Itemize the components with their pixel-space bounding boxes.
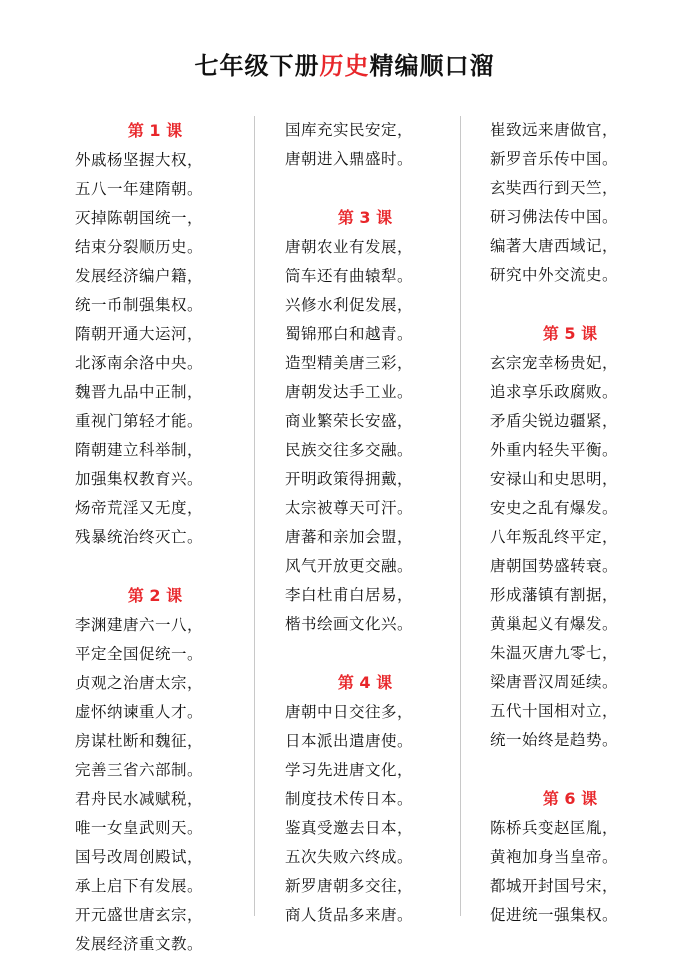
column-2	[285, 116, 445, 930]
column-1	[75, 116, 235, 959]
block-gap	[490, 755, 650, 784]
rhyme-line: 发展经济编户籍，	[75, 267, 204, 285]
rhyme-line: 残暴统治终灭亡。	[75, 528, 204, 546]
rhyme-line: 鉴真受邀去日本，	[285, 819, 414, 837]
rhyme-line: 李渊建唐六一八，	[75, 616, 204, 634]
rhyme-line: 陈桥兵变赵匡胤，	[490, 819, 619, 837]
rhyme-line: 都城开封国号宋，	[490, 877, 619, 895]
rhyme-line: 国号改周创殿试，	[75, 848, 204, 866]
rhyme-line: 唐朝发达手工业。	[285, 383, 414, 401]
rhyme-line: 隋朝建立科举制，	[75, 441, 204, 459]
rhyme-line: 灭掉陈朝国统一，	[75, 209, 204, 227]
rhyme-line: 北涿南余洛中央。	[75, 354, 204, 372]
lesson-heading: 第 3 课	[337, 208, 393, 227]
rhyme-line: 新罗音乐传中国。	[490, 150, 619, 168]
rhyme-line: 五次失败六终成。	[285, 848, 414, 866]
rhyme-line: 发展经济重文教。	[75, 935, 204, 953]
block-gap	[75, 552, 235, 581]
rhyme-line: 唐朝进入鼎盛时。	[285, 150, 414, 168]
rhyme-line: 安禄山和史思明，	[490, 470, 619, 488]
rhyme-line: 玄宗宠幸杨贵妃，	[490, 354, 619, 372]
rhyme-line: 楷书绘画文化兴。	[285, 615, 414, 633]
rhyme-line: 开元盛世唐玄宗，	[75, 906, 204, 924]
rhyme-line: 贞观之治唐太宗，	[75, 674, 204, 692]
rhyme-line: 安史之乱有爆发。	[490, 499, 619, 517]
column-divider	[254, 116, 255, 916]
rhyme-line: 造型精美唐三彩，	[285, 354, 414, 372]
rhyme-line: 外戚杨坚握大权，	[75, 151, 204, 169]
rhyme-line: 玄奘西行到天竺，	[490, 179, 619, 197]
block-gap	[285, 174, 445, 203]
rhyme-line: 统一币制强集权。	[75, 296, 204, 314]
rhyme-line: 房谋杜断和魏征，	[75, 732, 204, 750]
block-gap	[490, 290, 650, 319]
rhyme-line: 平定全国促统一。	[75, 645, 204, 663]
rhyme-line: 李白杜甫白居易，	[285, 586, 414, 604]
rhyme-line: 结束分裂顺历史。	[75, 238, 204, 256]
rhyme-line: 外重内轻失平衡。	[490, 441, 619, 459]
rhyme-line: 追求享乐政腐败。	[490, 383, 619, 401]
rhyme-line: 加强集权教育兴。	[75, 470, 204, 488]
rhyme-line: 编著大唐西域记，	[490, 237, 619, 255]
column-3	[490, 116, 650, 930]
rhyme-line: 八年叛乱终平定，	[490, 528, 619, 546]
rhyme-line: 日本派出遣唐使。	[285, 732, 414, 750]
lesson-heading: 第 4 课	[337, 673, 393, 692]
title-highlight: 历史	[319, 52, 370, 80]
rhyme-line: 黄袍加身当皇帝。	[490, 848, 619, 866]
rhyme-line: 虚怀纳谏重人才。	[75, 703, 204, 721]
rhyme-line: 研究中外交流史。	[490, 266, 619, 284]
rhyme-line: 太宗被尊天可汗。	[285, 499, 414, 517]
rhyme-line: 蜀锦邢白和越青。	[285, 325, 414, 343]
lesson-heading: 第 6 课	[542, 789, 598, 808]
rhyme-line: 梁唐晋汉周延续。	[490, 673, 619, 691]
title-suffix: 精编顺口溜	[369, 52, 495, 80]
rhyme-line: 统一始终是趋势。	[490, 731, 619, 749]
rhyme-line: 兴修水利促发展，	[285, 296, 414, 314]
title-prefix: 七年级下册	[194, 52, 320, 80]
rhyme-line: 魏晋九品中正制，	[75, 383, 204, 401]
rhyme-line: 朱温灭唐九零七，	[490, 644, 619, 662]
rhyme-line: 唐朝农业有发展，	[285, 238, 414, 256]
rhyme-line: 重视门第轻才能。	[75, 412, 204, 430]
rhyme-line: 崔致远来唐做官，	[490, 121, 619, 139]
rhyme-line: 制度技术传日本。	[285, 790, 414, 808]
rhyme-line: 研习佛法传中国。	[490, 208, 619, 226]
rhyme-line: 筒车还有曲辕犁。	[285, 267, 414, 285]
rhyme-line: 唐朝中日交往多，	[285, 703, 414, 721]
rhyme-line: 唐蕃和亲加会盟，	[285, 528, 414, 546]
lesson-heading: 第 5 课	[542, 324, 598, 343]
rhyme-line: 完善三省六部制。	[75, 761, 204, 779]
rhyme-line: 民族交往多交融。	[285, 441, 414, 459]
rhyme-line: 新罗唐朝多交往，	[285, 877, 414, 895]
rhyme-line: 形成藩镇有割据，	[490, 586, 619, 604]
block-gap	[285, 639, 445, 668]
page-title	[0, 50, 689, 82]
rhyme-line: 唯一女皇武则天。	[75, 819, 204, 837]
rhyme-line: 风气开放更交融。	[285, 557, 414, 575]
rhyme-line: 承上启下有发展。	[75, 877, 204, 895]
rhyme-line: 促进统一强集权。	[490, 906, 619, 924]
rhyme-line: 矛盾尖锐边疆紧，	[490, 412, 619, 430]
rhyme-line: 学习先进唐文化，	[285, 761, 414, 779]
rhyme-line: 君舟民水减赋税，	[75, 790, 204, 808]
rhyme-line: 五代十国相对立，	[490, 702, 619, 720]
rhyme-line: 黄巢起义有爆发。	[490, 615, 619, 633]
rhyme-line: 商业繁荣长安盛，	[285, 412, 414, 430]
rhyme-line: 唐朝国势盛转衰。	[490, 557, 619, 575]
rhyme-line: 隋朝开通大运河，	[75, 325, 204, 343]
lesson-heading: 第 2 课	[127, 586, 183, 605]
rhyme-line: 五八一年建隋朝。	[75, 180, 204, 198]
rhyme-line: 炀帝荒淫又无度，	[75, 499, 204, 517]
rhyme-line: 开明政策得拥戴，	[285, 470, 414, 488]
rhyme-line: 国库充实民安定，	[285, 121, 414, 139]
column-divider	[460, 116, 461, 916]
lesson-heading: 第 1 课	[127, 121, 183, 140]
rhyme-line: 商人货品多来唐。	[285, 906, 414, 924]
